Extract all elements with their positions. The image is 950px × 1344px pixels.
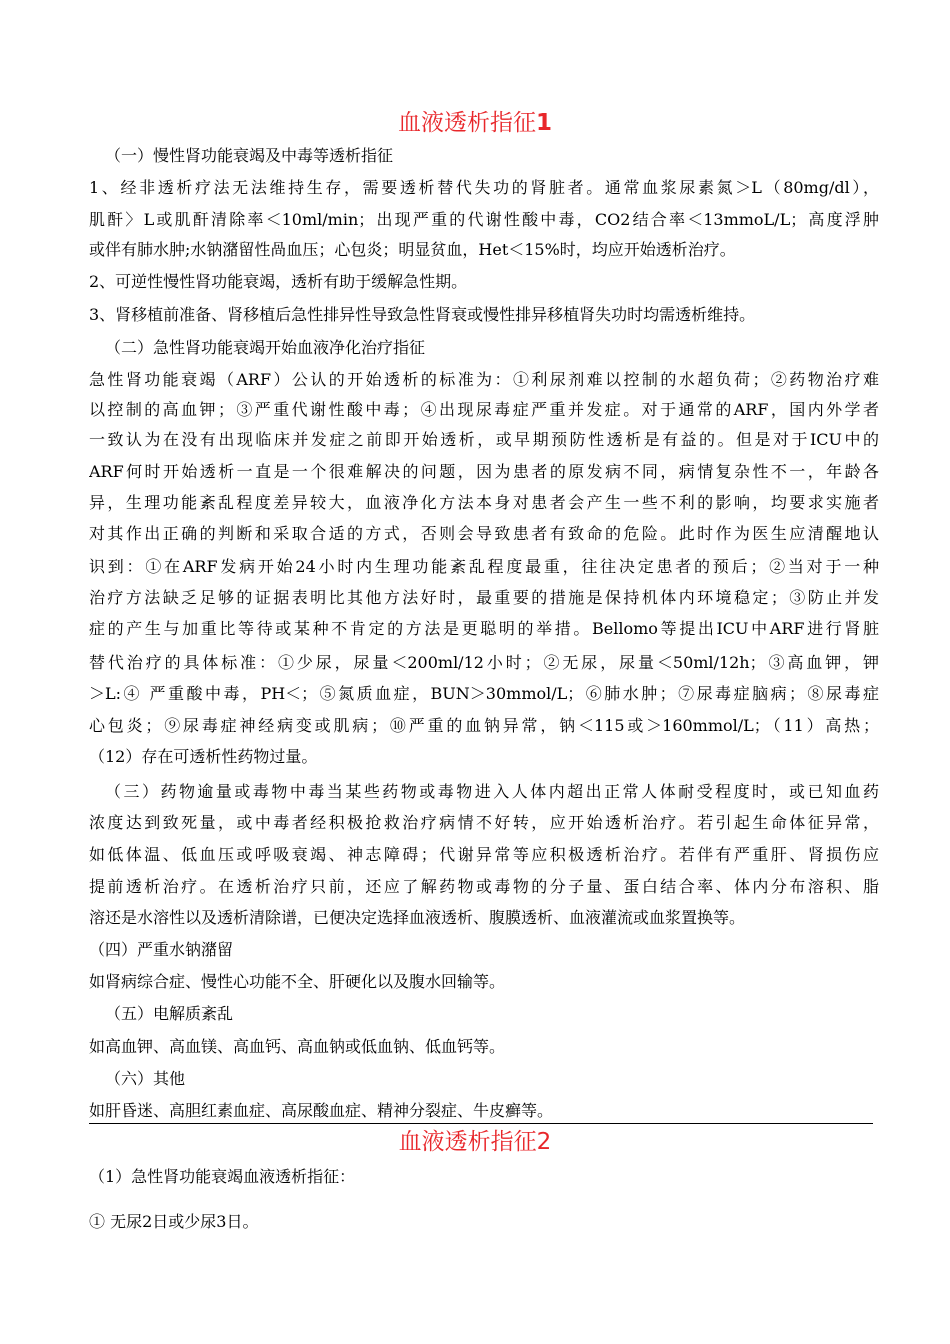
paragraph-line: ARF何时开始透析一直是一个很难解决的问题，因为患者的原发病不同，病情复杂性不一，年龄各 [89,462,879,481]
paragraph-line: （12）存在可透析性药物过量。 [89,747,318,766]
paragraph-line: 如低体温、低血压或呼吸衰竭、神志障碍；代谢异常等应积极透析治疗。若伴有严重肝、肾损伤应 [89,845,879,864]
title-1-number: 1 [535,110,552,136]
paragraph-line: 溶还是水溶性以及透析清除谱，已便决定选择血液透析、腹膜透析、血液灌流或血浆置换等。 [89,908,746,927]
paragraph-line: 如肝昏迷、高胆红素血症、高尿酸血症、精神分裂症、牛皮癣等。 [89,1101,554,1120]
paragraph-line: 异，生理功能紊乱程度差异较大，血液净化方法本身对患者会产生一些不利的影响，均要求实施者 [89,493,879,512]
paragraph-line: （二）急性肾功能衰竭开始血液净化治疗指征 [105,338,426,357]
paragraph-line: 或伴有肺水肿;水钠潴留性咼血压；心包炎；明显贫血，Het＜15%时，均应开始透析治疗。 [89,240,736,259]
paragraph-line: 对其作出正确的判断和采取合适的方式，否则会导致患者有致命的危险。此时作为医生应清醒地认 [89,524,879,543]
title-2-number: 2 [536,1129,552,1155]
paragraph-line: 如高血钾、高血镁、高血钙、高血钠或低血钠、低血钙等。 [89,1037,506,1056]
paragraph-line: 1、经非透析疗法无法维持生存，需要透析替代失功的肾脏者。通常血浆尿素氮＞L（80mg/dl）， [89,178,879,197]
paragraph-line: 浓度达到致死量，或中毒者经积极抢救治疗病情不好转，应开始透析治疗。若引起生命体征异常， [89,813,879,832]
paragraph-line: ＞L:④ 严重酸中毒，PH＜；⑤氮质血症，BUN＞30mmol/L；⑥肺水肿；⑦尿毒症脑病；⑧尿毒症 [89,684,879,703]
paragraph-line: 肌酐〉L或肌酐清除率＜10ml/min；出现严重的代谢性酸中毒，CO2结合率＜13mmoL/L；高度浮肿 [89,210,879,229]
section-title-2 [0,1127,950,1157]
paragraph-line: 3、肾移植前准备、肾移植后急性排异性导致急性肾衰或慢性排异移植肾失功时均需透析维持。 [89,305,756,324]
paragraph-line: 2、可逆性慢性肾功能衰竭，透析有助于缓解急性期。 [89,272,468,291]
title-2-text: 血液透析指征 [398,1129,537,1155]
paragraph-line: （六）其他 [105,1069,186,1088]
paragraph-line: 症的产生与加重比等待或某种不肯定的方法是更聪明的举措。Bellomo等提出ICU中ARF进行肾脏 [89,619,879,638]
paragraph-line: 一致认为在没有出现临床并发症之前即开始透析，或早期预防性透析是有益的。但是对于ICU中的 [89,430,879,449]
paragraph-line: 替代治疗的具体标准：①少尿，尿量＜200ml/12小时；②无尿，尿量＜50ml/12h；③高血钾，钾 [89,653,879,672]
paragraph-line: 识到：①在ARF发病开始24小时内生理功能紊乱程度最重，往往决定患者的预后；②当对于一种 [89,557,879,576]
paragraph-line: （1）急性肾功能衰竭血液透析指征： [89,1167,356,1186]
paragraph-line: 提前透析治疗。在透析治疗只前，还应了解药物或毒物的分子量、蛋白结合率、体内分布溶积、脂 [89,877,879,896]
paragraph-line: （四）严重水钠潴留 [89,940,234,959]
paragraph-line: （一）慢性肾功能衰竭及中毒等透析指征 [105,146,394,165]
paragraph-line: 急性肾功能衰竭（ARF）公认的开始透析的标准为：①利尿剂难以控制的水超负荷；②药物治疗难 [89,370,879,389]
paragraph-line: 以控制的高血钾；③严重代谢性酸中毒；④出现尿毒症严重并发症。对于通常的ARF，国内外学者 [89,400,879,419]
paragraph-line: （三）药物逾量或毒物中毒当某些药物或毒物进入人体内超出正常人体耐受程度时，或已知血药 [105,782,879,801]
section-title-1 [0,108,950,138]
title-1-text: 血液透析指征 [397,110,536,136]
paragraph-line: 心包炎；⑨尿毒症神经病变或肌病；⑩严重的血钠异常，钠＜115或＞160mmol/L；（11）高热； [89,716,879,735]
paragraph-line: 如肾病综合症、慢性心功能不全、肝硬化以及腹水回输等。 [89,972,506,991]
paragraph-line: 治疗方法缺乏足够的证据表明比其他方法好时，最重要的措施是保持机体内环境稳定；③防止并发 [89,588,879,607]
paragraph-line: ① 无尿2日或少尿3日。 [89,1212,259,1231]
paragraph-line: （五）电解质紊乱 [105,1004,234,1023]
section-divider [89,1123,873,1124]
